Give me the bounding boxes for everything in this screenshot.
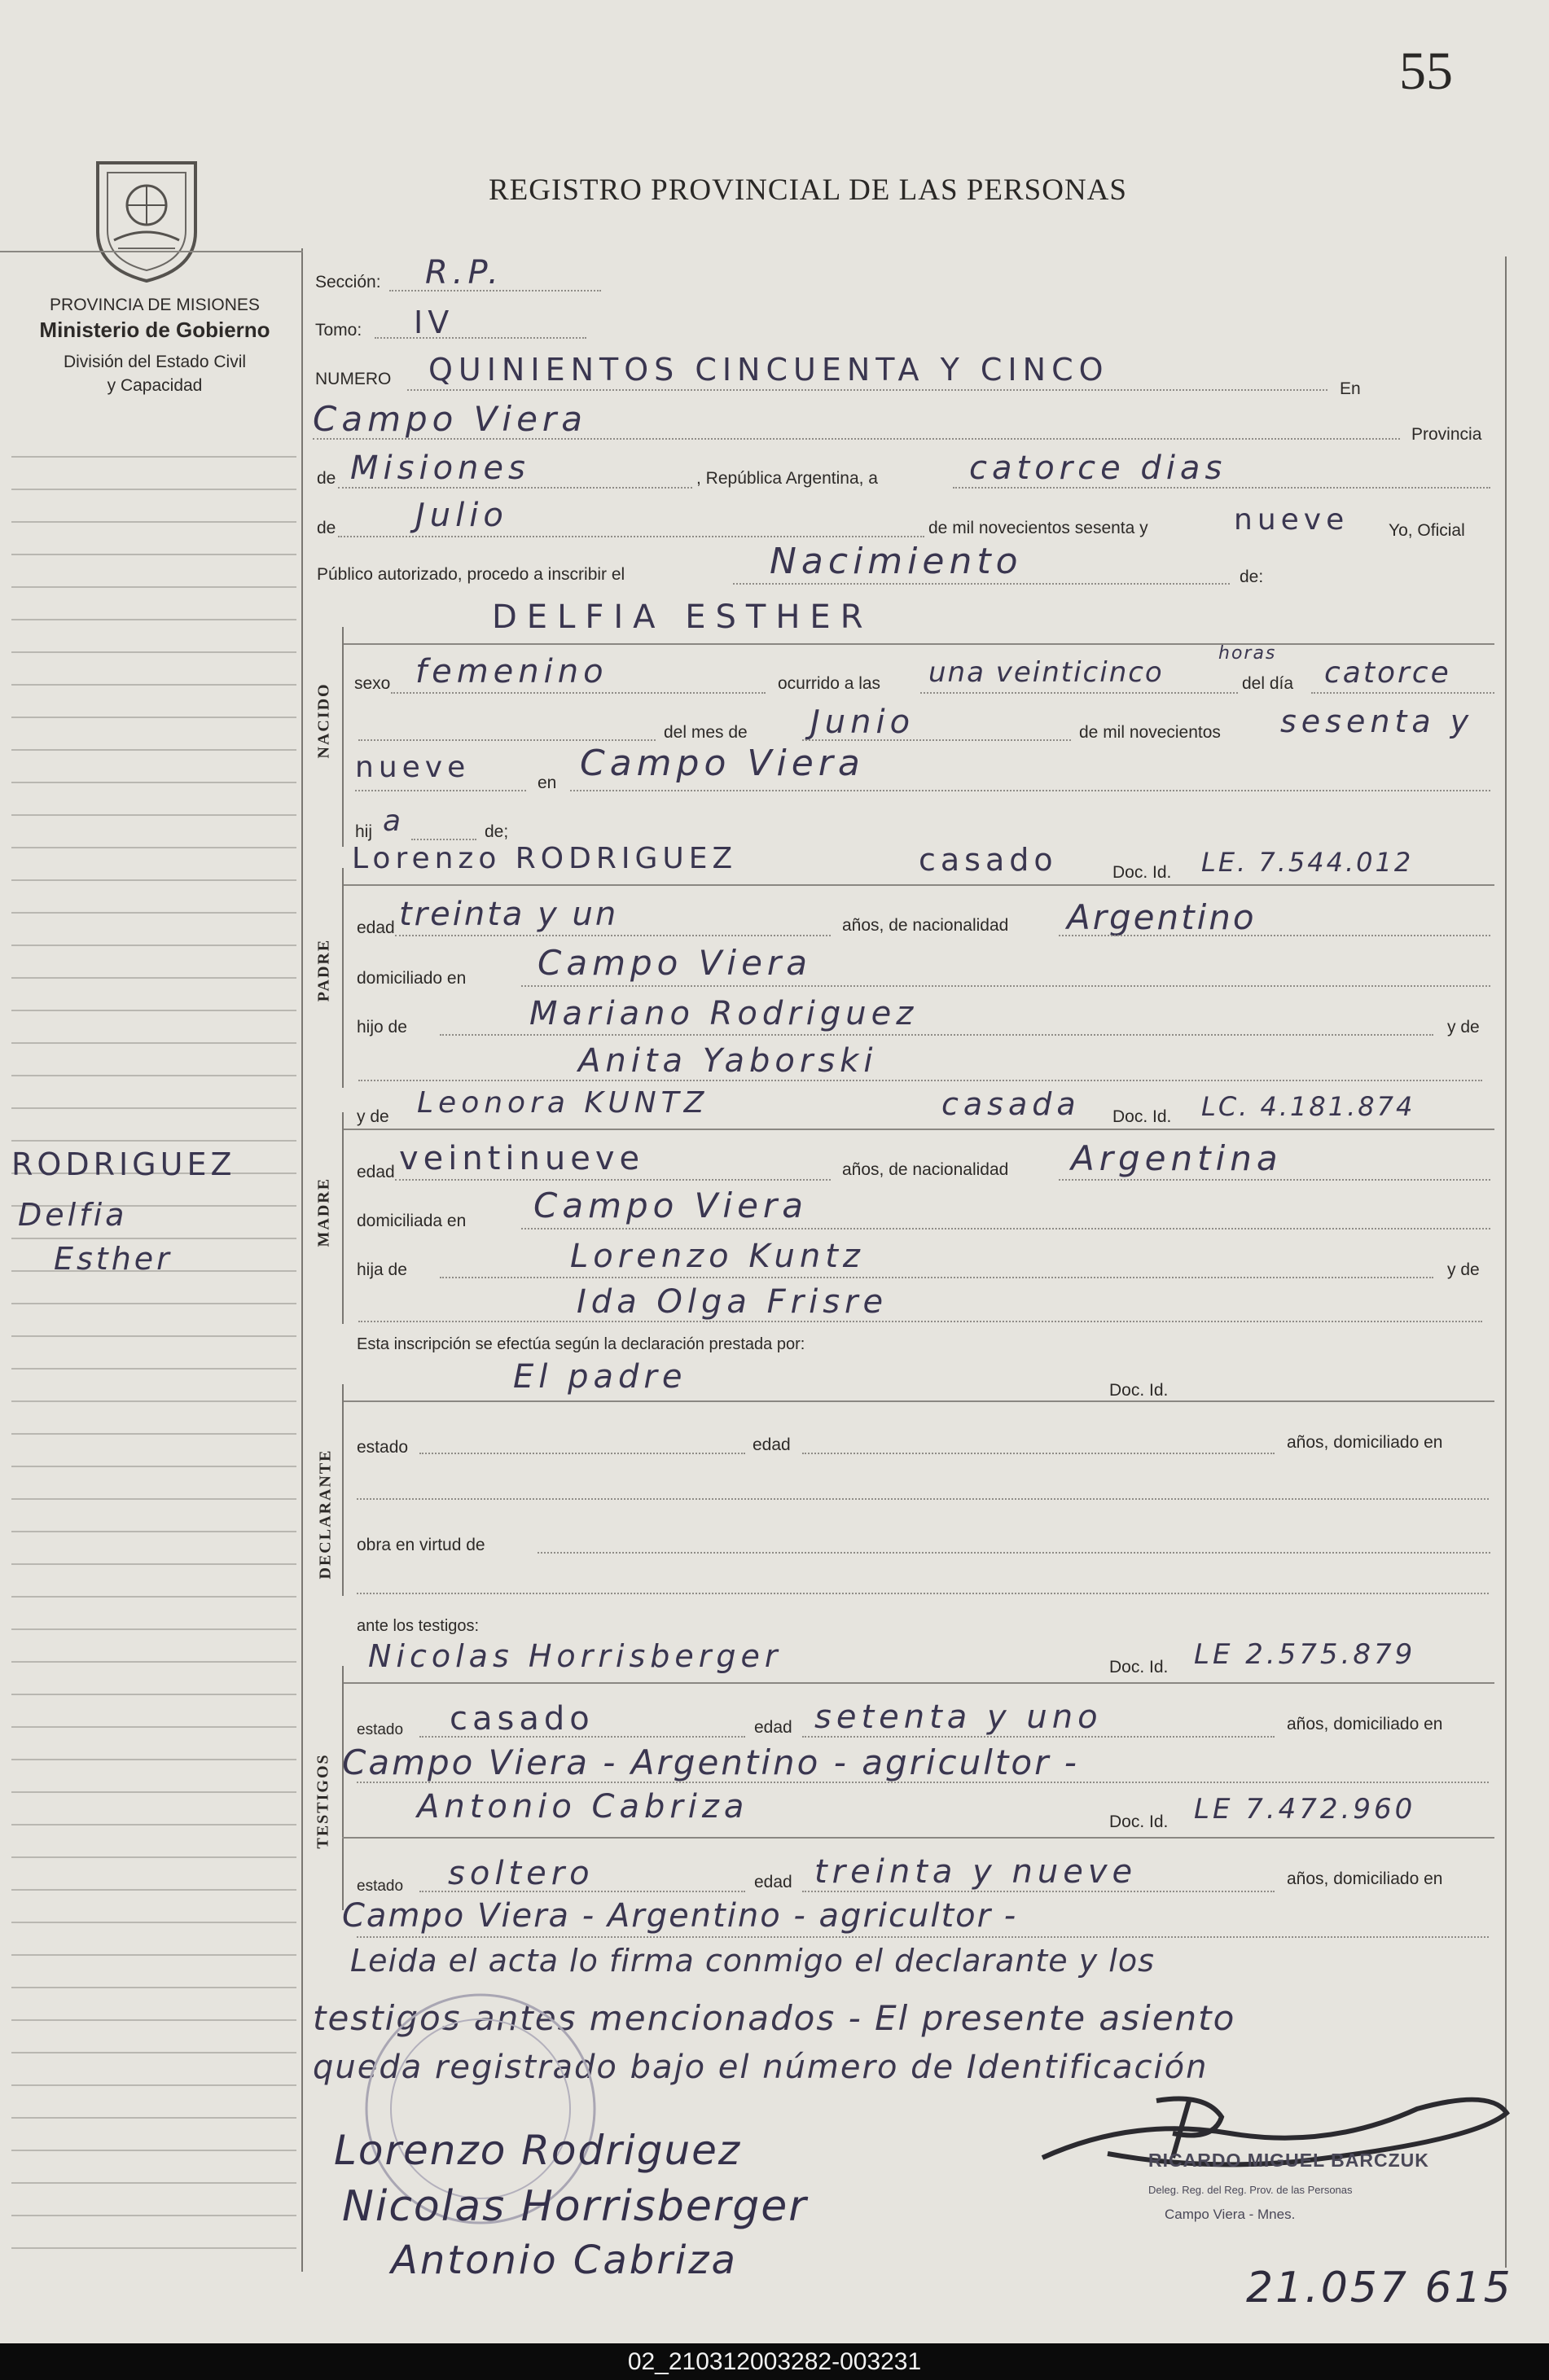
value-padre-estado: casado [919, 842, 1058, 878]
margin-note-name1: Delfia [18, 1197, 128, 1233]
left-frame-line [301, 248, 303, 2272]
value-padre-dom: Campo Viera [538, 943, 812, 983]
image-filename: 02_210312003282-003231 [627, 2348, 922, 2375]
document-title: REGISTRO PROVINCIAL DE LAS PERSONAS [489, 173, 1127, 207]
label-obra: obra en virtud de [357, 1536, 485, 1554]
value-anio-nac: sesenta y [1280, 703, 1474, 739]
value-testigo1-doc: LE 2.575.879 [1194, 1638, 1416, 1671]
officer-stamp-name: RICARDO MIGUEL BARCZUK [1148, 2150, 1429, 2171]
value-padre-nac: Argentino [1067, 897, 1257, 937]
value-dia-nac: catorce [1324, 656, 1451, 690]
label-madre-dom: domiciliada en [357, 1212, 467, 1230]
label-declarante-estado: estado [357, 1438, 409, 1457]
ministry-label: Ministerio de Gobierno [39, 318, 270, 342]
value-lugar-nac: Campo Viera [580, 743, 865, 784]
value-madre-estado: casada [941, 1086, 1081, 1122]
label-de-semi: de; [485, 822, 509, 841]
margin-top-line [0, 251, 303, 252]
section-padre: PADRE [314, 938, 333, 1002]
label-hijo: hij [355, 822, 373, 841]
label-de-colon: de: [1240, 568, 1264, 586]
value-numero: QUINIENTOS CINCUENTA Y CINCO [428, 352, 1109, 388]
section-madre: MADRE [314, 1177, 333, 1247]
value-testigo2-estado: soltero [448, 1855, 595, 1892]
closing-note-line2: testigos antes mencionados - El presente asiento [313, 1998, 1236, 2038]
value-mes-nac: Junio [810, 703, 915, 741]
value-tomo: IV [414, 305, 454, 340]
page-number: 55 [1399, 42, 1453, 101]
label-numero: NUMERO [315, 370, 392, 388]
label-padre-nac: años, de nacionalidad [842, 916, 1009, 935]
value-padre-padre: Mariano Rodriguez [529, 995, 919, 1032]
label-sexo: sexo [354, 674, 391, 693]
value-testigo1: Nicolas Horrisberger [368, 1638, 783, 1674]
margin-note-name2: Esther [54, 1241, 173, 1277]
value-padre-edad: treinta y un [399, 896, 619, 933]
label-ocurrido: ocurrido a las [778, 674, 881, 693]
value-nombre: DELFIA ESTHER [492, 598, 873, 636]
value-madre-nombre: Leonora KUNTZ [417, 1086, 709, 1120]
label-testigo2-edad: edad [754, 1873, 792, 1891]
value-testigo2-doc: LE 7.472.960 [1194, 1793, 1416, 1826]
value-mes: Julio [415, 497, 508, 534]
label-testigo1-estado: estado [357, 1721, 404, 1738]
label-en-nac: en [538, 774, 557, 792]
value-provincia: Misiones [350, 449, 530, 487]
image-filename-bar [0, 2343, 1549, 2380]
label-testigo1-anos: años, domiciliado en [1287, 1715, 1443, 1733]
label-republica: , República Argentina, a [696, 469, 878, 488]
value-sexo: femenino [415, 653, 608, 690]
label-madre-y-de-2: y de [1447, 1260, 1480, 1279]
label-madre-doc: Doc. Id. [1112, 1107, 1172, 1126]
label-del-mes: del mes de [664, 723, 748, 742]
label-de-mil-nov: de mil novecientos [1079, 723, 1221, 742]
label-declarante-doc: Doc. Id. [1109, 1381, 1169, 1400]
value-madre-edad: veintinueve [399, 1140, 645, 1177]
label-madre-y-de: y de [357, 1107, 389, 1126]
label-testigo1-edad: edad [754, 1718, 792, 1737]
identification-number: 21.057 615 [1246, 2264, 1513, 2312]
label-padre-edad: edad [357, 918, 395, 937]
value-testigo1-estado: casado [450, 1700, 595, 1738]
label-padre-y-de: y de [1447, 1018, 1480, 1037]
value-anio-nac-2: nueve [355, 751, 471, 784]
value-localidad: Campo Viera [313, 399, 587, 439]
division-label-2: y Capacidad [107, 376, 203, 395]
officer-stamp-role: Deleg. Reg. del Reg. Prov. de las Personas [1148, 2184, 1353, 2196]
provincial-seal [81, 147, 212, 285]
label-publico: Público autorizado, procedo a inscribir el [317, 565, 625, 584]
value-madre-nac: Argentina [1071, 1138, 1283, 1178]
section-nacido: NACIDO [314, 682, 333, 759]
value-testigo1-dom: Campo Viera - Argentino - agricultor - [342, 1742, 1079, 1782]
label-padre-hijo: hijo de [357, 1018, 407, 1037]
label-de-1: de [317, 469, 336, 488]
value-hijo-suffix: a [383, 804, 406, 838]
value-madre-doc: LC. 4.181.874 [1201, 1091, 1415, 1122]
section-declarante: DECLARANTE [316, 1449, 335, 1580]
label-testigo2-anos: años, domiciliado en [1287, 1869, 1443, 1888]
value-testigo2-edad: treinta y nueve [814, 1853, 1138, 1891]
label-del-dia: del día [1242, 674, 1294, 693]
label-testigo2-estado: estado [357, 1878, 404, 1895]
province-label: PROVINCIA DE MISIONES [50, 296, 260, 314]
label-tomo: Tomo: [315, 321, 362, 340]
value-madre-madre: Ida Olga Frisre [577, 1283, 889, 1321]
label-padre-dom: domiciliado en [357, 969, 467, 988]
label-testigo2-doc: Doc. Id. [1109, 1812, 1169, 1831]
signature-declarante: Lorenzo Rodriguez [334, 2127, 742, 2174]
label-de-mil: de mil novecientos sesenta y [928, 519, 1148, 537]
value-testigo1-edad: setenta y uno [814, 1698, 1103, 1736]
value-seccion: R.P. [425, 254, 503, 291]
label-ante: ante los testigos: [357, 1617, 480, 1635]
value-acto: Nacimiento [770, 541, 1023, 582]
value-hora: una veinticinco [928, 656, 1164, 689]
label-madre-hija: hija de [357, 1260, 407, 1279]
label-madre-edad: edad [357, 1163, 395, 1181]
label-de-2: de [317, 519, 336, 537]
label-esta-inscripcion: Esta inscripción se efectúa según la declaración prestada por: [357, 1335, 805, 1353]
closing-note-line3: queda registrado bajo el número de Identificación [313, 2049, 1209, 2086]
label-seccion: Sección: [315, 273, 381, 291]
label-en: En [1340, 379, 1361, 398]
division-label: División del Estado Civil [63, 353, 247, 371]
section-testigos: TESTIGOS [314, 1753, 332, 1849]
value-testigo2-dom: Campo Viera - Argentino - agricultor - [342, 1897, 1018, 1935]
right-frame-line [1505, 256, 1507, 2268]
value-padre-doc: LE. 7.544.012 [1201, 847, 1414, 878]
value-dia: catorce dias [969, 449, 1227, 487]
signature-testigo1: Nicolas Horrisberger [342, 2182, 808, 2231]
value-padre-nombre: Lorenzo RODRIGUEZ [352, 842, 738, 875]
value-horas: horas [1218, 643, 1277, 664]
label-provincia: Provincia [1411, 425, 1482, 444]
label-declarante-anos: años, domiciliado en [1287, 1433, 1443, 1452]
label-madre-nac: años, de nacionalidad [842, 1160, 1009, 1179]
officer-stamp-place: Campo Viera - Mnes. [1165, 2207, 1296, 2222]
label-declarante-edad: edad [753, 1435, 791, 1454]
value-testigo2: Antonio Cabriza [417, 1788, 749, 1826]
margin-note-surname: RODRIGUEZ [11, 1146, 236, 1182]
value-anio: nueve [1234, 503, 1349, 537]
signature-testigo2: Antonio Cabriza [391, 2238, 738, 2283]
value-declarante: El padre [513, 1358, 687, 1396]
label-yo-oficial: Yo, Oficial [1389, 521, 1465, 540]
label-testigo1-doc: Doc. Id. [1109, 1658, 1169, 1677]
closing-note-line1: Leida el acta lo firma conmigo el declarante y los [350, 1943, 1155, 1979]
value-madre-padre: Lorenzo Kuntz [570, 1238, 865, 1275]
value-padre-madre: Anita Yaborski [578, 1042, 878, 1080]
value-madre-dom: Campo Viera [533, 1186, 808, 1225]
label-padre-doc: Doc. Id. [1112, 863, 1172, 882]
